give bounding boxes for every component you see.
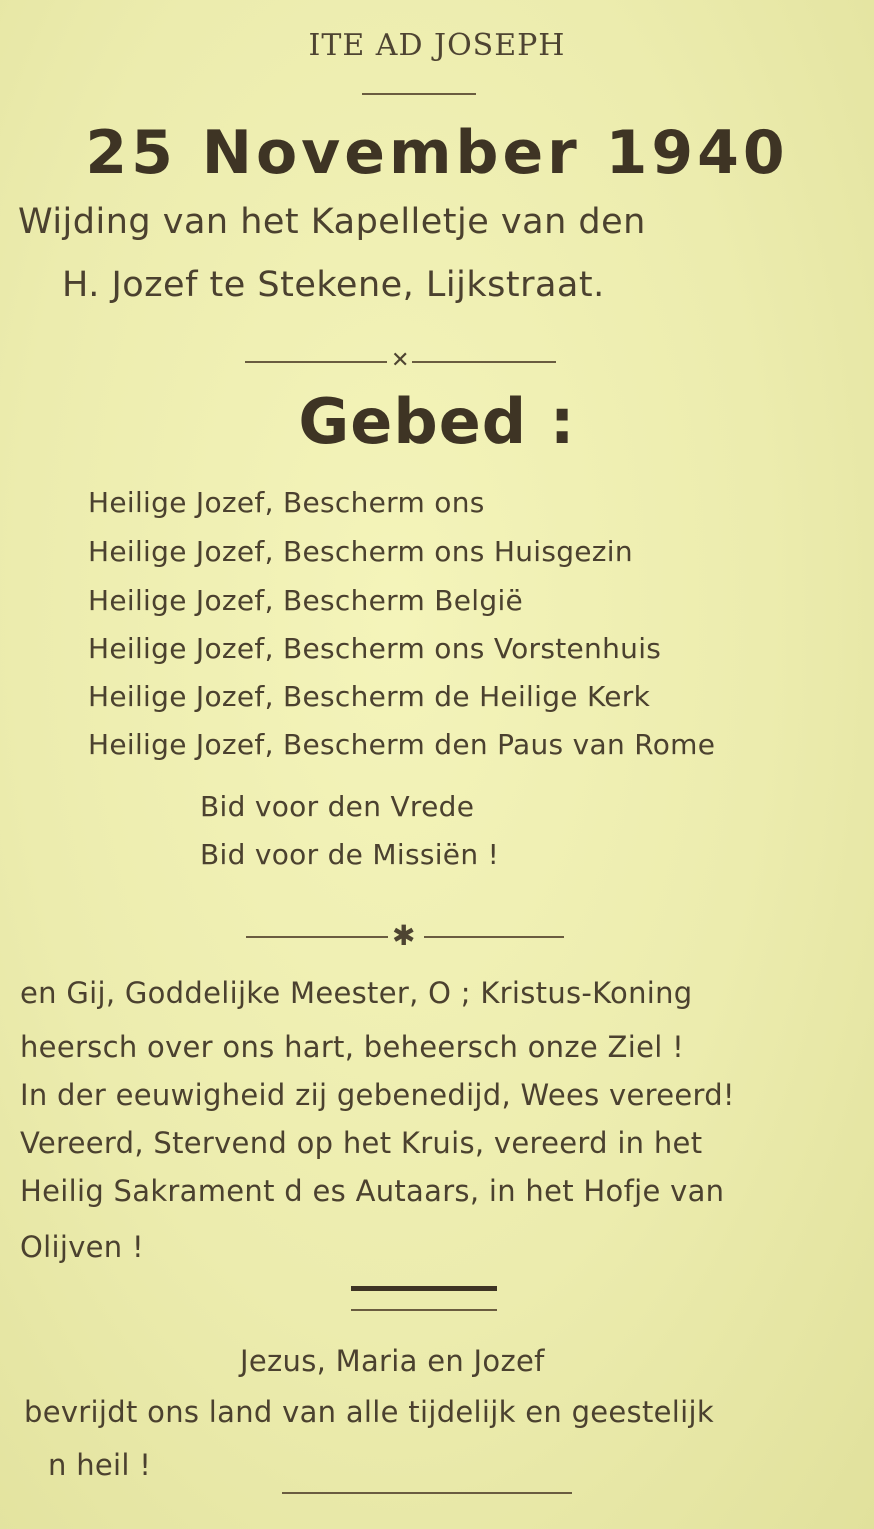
- divider-right: [424, 936, 564, 938]
- petition-line: Bid voor de Missiën !: [200, 838, 500, 871]
- invocation-line: Heilige Jozef, Bescherm België: [88, 584, 524, 617]
- hymn-line: In der eeuwigheid zij gebenedijd, Wees vereerd!: [20, 1078, 735, 1112]
- hymn-line: heersch over ons hart, beheersch onze Ziel !: [20, 1030, 685, 1064]
- hymn-line: Heilig Sakrament d es Autaars, in het Hofje van: [20, 1174, 725, 1208]
- divider-bottom: [282, 1492, 572, 1494]
- petition-line: Bid voor den Vrede: [200, 790, 475, 823]
- divider-short: [362, 93, 476, 95]
- divider-left: [246, 936, 388, 938]
- invocation-line: Heilige Jozef, Bescherm de Heilige Kerk: [88, 680, 651, 713]
- divider-thick: [351, 1286, 497, 1291]
- motto: ITE AD JOSEPH: [308, 28, 566, 63]
- asterisk-ornament-icon: ✱: [392, 919, 416, 952]
- closing-line: Jezus, Maria en Jozef: [240, 1344, 545, 1378]
- closing-line: n heil !: [48, 1448, 152, 1482]
- hymn-line: Olijven !: [20, 1230, 144, 1264]
- prayer-title: Gebed :: [298, 385, 576, 458]
- divider-thin: [351, 1309, 497, 1311]
- dedication-line-2: H. Jozef te Stekene, Lijkstraat.: [62, 265, 605, 305]
- cross-ornament-icon: ✕: [391, 348, 410, 373]
- divider-left: [245, 361, 387, 363]
- invocation-line: Heilige Jozef, Bescherm ons Huisgezin: [88, 535, 633, 568]
- invocation-line: Heilige Jozef, Bescherm den Paus van Rome: [88, 728, 716, 761]
- hymn-line: Vereerd, Stervend op het Kruis, vereerd in het: [20, 1126, 703, 1160]
- divider-right: [412, 361, 556, 363]
- date-heading: 25 November 1940: [85, 118, 789, 188]
- invocation-line: Heilige Jozef, Bescherm ons: [88, 486, 485, 519]
- hymn-line: en Gij, Goddelijke Meester, O ; Kristus-Koning: [20, 976, 693, 1010]
- dedication-line-1: Wijding van het Kapelletje van den: [18, 202, 646, 242]
- closing-line: bevrijdt ons land van alle tijdelijk en geestelijk: [24, 1395, 714, 1429]
- invocation-line: Heilige Jozef, Bescherm ons Vorstenhuis: [88, 632, 662, 665]
